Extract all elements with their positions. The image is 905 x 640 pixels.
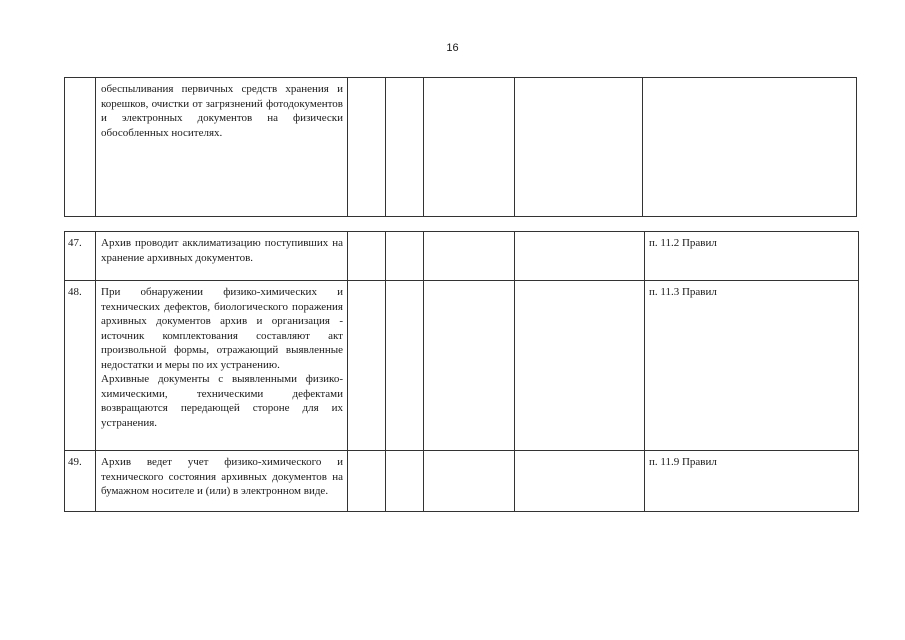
table-row — [65, 232, 859, 281]
requirement-text: При обнаружении физико-химических и технических дефектов, биологического поражения архивных документов архив и организация - источник комплектования составляют акт произвольной формы, отражающий выявленные недостатки и меры по их устранению. — [101, 286, 343, 371]
empty-cell — [348, 281, 386, 451]
table-requirements — [64, 231, 859, 512]
empty-cell — [386, 451, 424, 512]
reference-cell: п. 11.2 Правил — [645, 232, 859, 281]
page-number: 16 — [446, 42, 459, 54]
table-continuation — [64, 77, 857, 217]
requirement-cell — [96, 78, 348, 217]
empty-cell — [386, 78, 424, 217]
table-row — [65, 78, 857, 217]
requirement-text: обеспыливания первичных средств хранения и корешков, очистки от загрязнений фотодокументов и электронных документов на физически обособленных носителях. — [101, 83, 343, 139]
table-row — [65, 451, 859, 512]
requirement-text: Архив ведет учет физико-химического и технического состояния архивных документов на бумажном носителе и (или) в электронном виде. — [101, 456, 343, 497]
row-number: 48. — [65, 281, 96, 451]
requirement-text: Архивные документы с выявленными физико-химическими, техническими дефектами возвращаются передающей стороне для их устранения. — [101, 373, 343, 429]
empty-cell — [424, 232, 515, 281]
empty-cell — [424, 78, 515, 217]
table-row — [65, 281, 859, 451]
requirement-text: Архив проводит акклиматизацию поступивших на хранение архивных документов. — [101, 237, 343, 264]
reference-cell: п. 11.9 Правил — [645, 451, 859, 512]
reference-cell — [643, 78, 857, 217]
empty-cell — [348, 232, 386, 281]
empty-cell — [424, 281, 515, 451]
requirement-cell — [96, 281, 348, 451]
empty-cell — [348, 78, 386, 217]
empty-cell — [515, 281, 645, 451]
empty-cell — [515, 232, 645, 281]
empty-cell — [515, 78, 643, 217]
reference-cell: п. 11.3 Правил — [645, 281, 859, 451]
row-number: 49. — [65, 451, 96, 512]
requirement-cell — [96, 451, 348, 512]
empty-cell — [348, 451, 386, 512]
empty-cell — [515, 451, 645, 512]
row-number: 47. — [65, 232, 96, 281]
number-cell — [65, 78, 96, 217]
empty-cell — [424, 451, 515, 512]
requirement-cell — [96, 232, 348, 281]
empty-cell — [386, 232, 424, 281]
empty-cell — [386, 281, 424, 451]
